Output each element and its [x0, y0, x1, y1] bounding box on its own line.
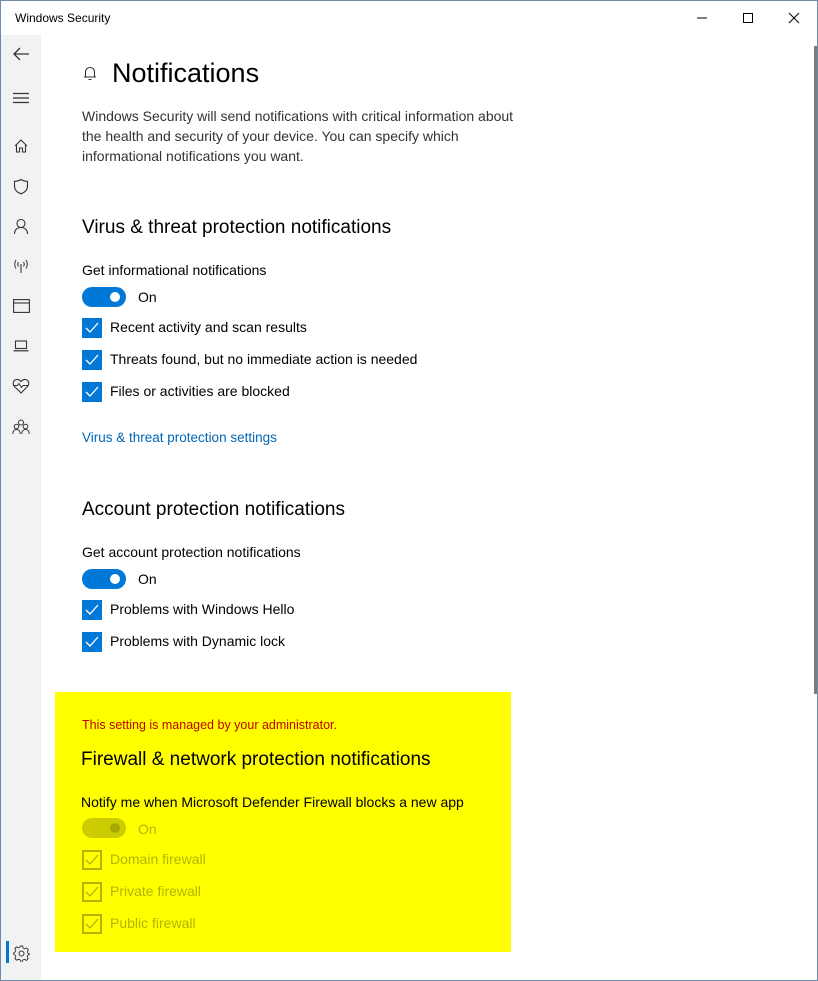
- minimize-icon: [696, 12, 708, 24]
- account-section-heading: Account protection notifications: [82, 499, 345, 520]
- window-title: Windows Security: [15, 11, 111, 25]
- title-bar: [1, 1, 817, 35]
- account-toggle-label: Get account protection notifications: [82, 544, 301, 560]
- family-icon: [12, 419, 30, 435]
- sidebar-item-virus-threat[interactable]: [11, 176, 31, 196]
- toggle-knob: [110, 292, 120, 302]
- page-description-line-3: informational notifications you want.: [82, 148, 304, 164]
- virus-section-heading: Virus & threat protection notifications: [82, 217, 392, 238]
- sidebar-item-device-health[interactable]: [11, 376, 31, 396]
- sidebar-item-app-browser[interactable]: [11, 296, 31, 316]
- laptop-icon: [13, 340, 29, 352]
- firewall-toggle-label: Notify me when Microsoft Defender Firewall blocks a new app: [81, 794, 464, 810]
- close-icon: [788, 12, 800, 24]
- account-notifications-toggle[interactable]: [82, 569, 126, 589]
- page-bell-icon-wrap: [82, 65, 98, 87]
- maximize-icon: [742, 12, 754, 24]
- checkbox-dynamic-lock[interactable]: [82, 632, 102, 652]
- bell-icon: [82, 65, 98, 82]
- account-toggle-state: On: [138, 571, 157, 587]
- checkbox-windows-hello[interactable]: [82, 600, 102, 620]
- checkmark-icon: [82, 632, 102, 652]
- sidebar-item-home[interactable]: [11, 136, 31, 156]
- checkmark-icon: [84, 884, 100, 900]
- checkbox-label: Problems with Dynamic lock: [110, 633, 286, 649]
- browser-window-icon: [13, 299, 30, 313]
- back-arrow-icon: [12, 46, 30, 62]
- person-icon: [13, 218, 29, 235]
- page-description-line-1: Windows Security will send notifications with critical information about: [82, 108, 514, 124]
- checkbox-label: Problems with Windows Hello: [110, 601, 295, 617]
- checkmark-icon: [82, 382, 102, 402]
- checkmark-icon: [82, 350, 102, 370]
- firewall-section-heading: Firewall & network protection notifications: [81, 749, 431, 770]
- minimize-button[interactable]: [679, 1, 725, 35]
- toggle-knob: [110, 574, 120, 584]
- page-title: Notifications: [112, 58, 260, 88]
- toggle-knob: [110, 823, 120, 833]
- navigation-sidebar: [1, 35, 41, 980]
- virus-toggle-label: Get informational notifications: [82, 262, 267, 278]
- virus-threat-settings-link[interactable]: Virus & threat protection settings: [82, 430, 277, 445]
- checkmark-icon: [84, 852, 100, 868]
- firewall-toggle-state: On: [138, 821, 157, 837]
- checkmark-icon: [82, 600, 102, 620]
- virus-toggle-state: On: [138, 289, 157, 305]
- checkmark-icon: [82, 318, 102, 338]
- checkbox-files-blocked[interactable]: [82, 382, 102, 402]
- checkbox-recent-activity[interactable]: [82, 318, 102, 338]
- checkbox-label: Threats found, but no immediate action is needed: [110, 351, 418, 367]
- maximize-button[interactable]: [725, 1, 771, 35]
- checkmark-icon: [84, 916, 100, 932]
- hamburger-menu-button[interactable]: [11, 88, 31, 108]
- checkbox-domain-firewall[interactable]: [82, 850, 102, 870]
- shield-icon: [13, 178, 29, 195]
- heart-pulse-icon: [12, 378, 30, 394]
- checkbox-label: Private firewall: [110, 883, 202, 899]
- back-button[interactable]: [11, 44, 31, 64]
- sidebar-item-firewall[interactable]: [11, 256, 31, 276]
- sidebar-item-family[interactable]: [11, 417, 31, 437]
- admin-managed-notice: This setting is managed by your administrator.: [82, 718, 337, 732]
- checkbox-label: Recent activity and scan results: [110, 319, 307, 335]
- active-indicator: [6, 941, 9, 963]
- checkbox-label: Public firewall: [110, 915, 196, 931]
- wireless-antenna-icon: [12, 258, 30, 274]
- checkbox-private-firewall[interactable]: [82, 882, 102, 902]
- checkbox-label: Domain firewall: [110, 851, 206, 867]
- sidebar-item-device-security[interactable]: [11, 336, 31, 356]
- home-icon: [13, 138, 29, 154]
- hamburger-menu-icon: [13, 92, 29, 104]
- checkbox-threats-found[interactable]: [82, 350, 102, 370]
- virus-notifications-toggle[interactable]: [82, 287, 126, 307]
- checkbox-public-firewall[interactable]: [82, 914, 102, 934]
- checkbox-label: Files or activities are blocked: [110, 383, 290, 399]
- sidebar-item-account[interactable]: [11, 216, 31, 236]
- sidebar-item-settings[interactable]: [11, 943, 31, 963]
- close-button[interactable]: [771, 1, 817, 35]
- vertical-scrollbar[interactable]: [814, 46, 817, 694]
- firewall-notifications-toggle[interactable]: [82, 818, 126, 838]
- gear-icon: [13, 945, 30, 962]
- page-description-line-2: the health and security of your device. You can specify which: [82, 128, 459, 144]
